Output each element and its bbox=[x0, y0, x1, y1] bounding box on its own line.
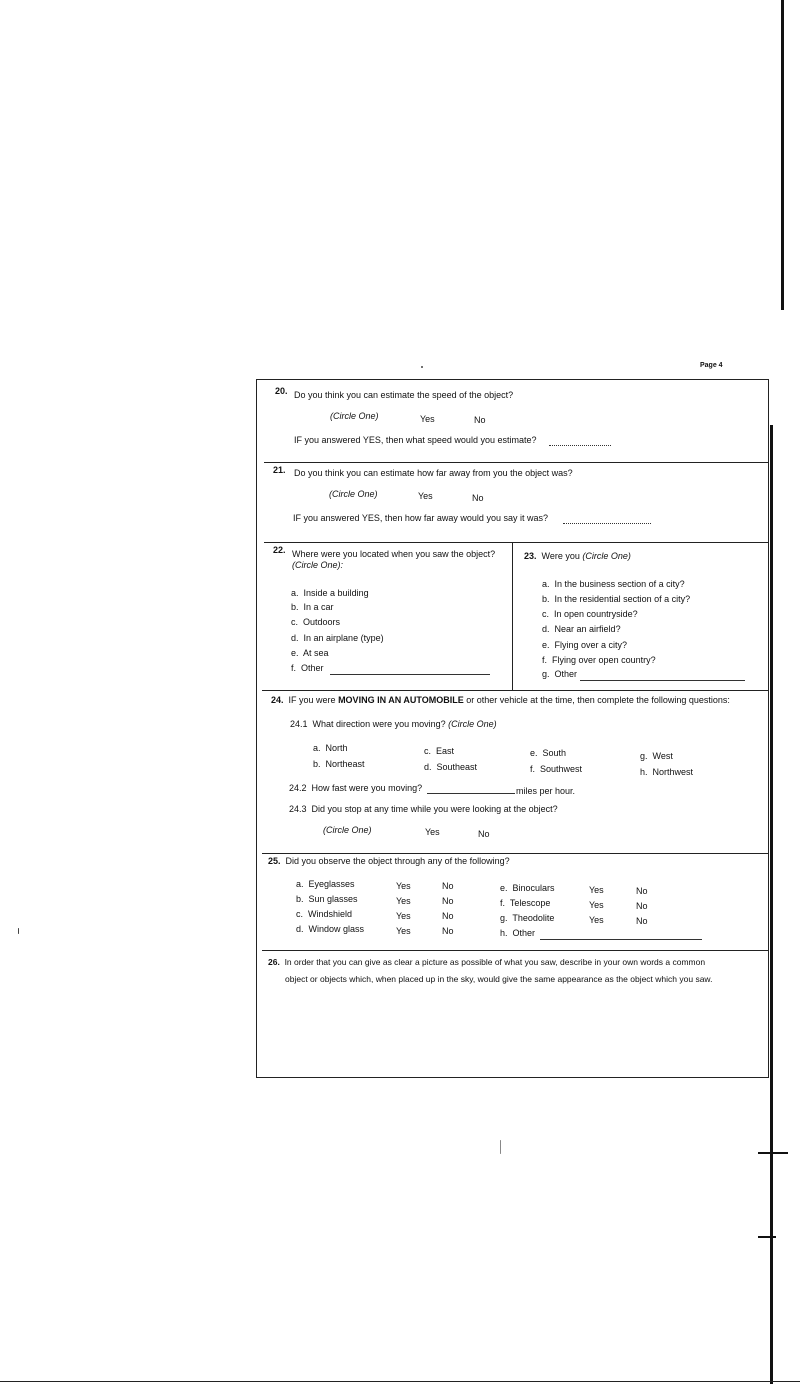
q25-item-b-no[interactable]: No bbox=[442, 896, 454, 906]
q22-option-a[interactable]: a. Inside a building bbox=[291, 588, 369, 598]
scan-speck bbox=[18, 928, 19, 934]
q25-item-a-no[interactable]: No bbox=[442, 881, 454, 891]
q20-speed-field[interactable] bbox=[549, 445, 611, 446]
q23-option-b[interactable]: b. In the residential section of a city? bbox=[542, 594, 691, 604]
q22-option-d[interactable]: d. In an airplane (type) bbox=[291, 633, 384, 643]
q21-question: Do you think you can estimate how far away from you the object was? bbox=[294, 468, 573, 478]
q21-yes-option[interactable]: Yes bbox=[418, 491, 433, 501]
section-divider bbox=[262, 950, 768, 951]
q23-circle-instruction: (Circle One) bbox=[582, 551, 631, 561]
q25-item-e-yes[interactable]: Yes bbox=[589, 885, 604, 895]
q24-2-question: 24.2 How fast were you moving? bbox=[289, 783, 423, 793]
section-divider bbox=[264, 462, 768, 463]
q24-direction-e[interactable]: e. South bbox=[530, 748, 567, 758]
scan-bottom-rule bbox=[0, 1381, 800, 1382]
q23-header bbox=[524, 551, 631, 562]
q25-item-g: g. Theodolite bbox=[500, 913, 555, 923]
q25-item-f-yes[interactable]: Yes bbox=[589, 900, 604, 910]
q25-item-g-yes[interactable]: Yes bbox=[589, 915, 604, 925]
q25-item-c: c. Windshield bbox=[296, 909, 353, 919]
q24-direction-g[interactable]: g. West bbox=[640, 751, 673, 761]
q22-question: Where were you located when you saw the object? bbox=[292, 549, 496, 559]
q25-item-g-no[interactable]: No bbox=[636, 916, 648, 926]
q24-direction-f[interactable]: f. Southwest bbox=[530, 764, 583, 774]
scan-tick-mark bbox=[758, 1236, 776, 1238]
q24-1-question: 24.1 What direction were you moving? (Circle One) bbox=[290, 719, 497, 729]
q26-number: 26. bbox=[268, 957, 280, 967]
q25-item-d-no[interactable]: No bbox=[442, 926, 454, 936]
q23-option-a[interactable]: a. In the business section of a city? bbox=[542, 579, 685, 589]
q22-option-c[interactable]: c. Outdoors bbox=[291, 617, 341, 627]
q24-direction-d[interactable]: d. Southeast bbox=[424, 762, 478, 772]
q24-3-circle-instruction: (Circle One) bbox=[323, 825, 372, 835]
q24-3-question: 24.3 Did you stop at any time while you were looking at the object? bbox=[289, 804, 558, 814]
q24-header: 24. IF you were MOVING IN AN AUTOMOBILE or other vehicle at the time, then complete the following questions: bbox=[271, 695, 730, 705]
q25-item-e: e. Binoculars bbox=[500, 883, 555, 893]
q22-option-b[interactable]: b. In a car bbox=[291, 602, 334, 612]
q25-item-a: a. Eyeglasses bbox=[296, 879, 355, 889]
q24-speed-field[interactable] bbox=[427, 793, 515, 794]
q24-3-yes-option[interactable]: Yes bbox=[425, 827, 440, 837]
q22-other-field[interactable] bbox=[330, 674, 490, 675]
scan-edge-bar-top bbox=[781, 0, 784, 310]
q26-line-2: object or objects which, when placed up in the sky, would give the same appearance as the object which you saw. bbox=[285, 974, 713, 984]
section-divider bbox=[264, 542, 768, 543]
q21-number: 21. bbox=[273, 465, 286, 475]
q25-item-b: b. Sun glasses bbox=[296, 894, 358, 904]
q25-item-c-no[interactable]: No bbox=[442, 911, 454, 921]
q21-distance-field[interactable] bbox=[563, 523, 651, 524]
q25-header: 25. Did you observe the object through any of the following? bbox=[268, 856, 510, 866]
scan-tick-mark bbox=[758, 1152, 788, 1154]
q23-option-f[interactable]: f. Flying over open country? bbox=[542, 655, 656, 665]
q23-option-g[interactable]: g. Other bbox=[542, 669, 578, 679]
q25-item-h: h. Other bbox=[500, 928, 536, 938]
q21-no-option[interactable]: No bbox=[472, 493, 484, 503]
q23-other-field[interactable] bbox=[580, 680, 745, 681]
q25-number: 25. bbox=[268, 856, 281, 866]
q26-answer-area[interactable] bbox=[262, 992, 762, 1072]
scan-edge-bar-bottom bbox=[770, 425, 773, 1384]
q25-item-d: d. Window glass bbox=[296, 924, 365, 934]
q20-number: 20. bbox=[275, 386, 288, 396]
column-divider bbox=[512, 542, 513, 690]
q25-item-f-no[interactable]: No bbox=[636, 901, 648, 911]
section-divider bbox=[262, 853, 768, 854]
q25-item-d-yes[interactable]: Yes bbox=[396, 926, 411, 936]
scan-speck bbox=[421, 366, 423, 368]
q20-no-option[interactable]: No bbox=[474, 415, 486, 425]
q22-option-e[interactable]: e. At sea bbox=[291, 648, 329, 658]
q23-option-d[interactable]: d. Near an airfield? bbox=[542, 624, 621, 634]
q21-followup: IF you answered YES, then how far away would you say it was? bbox=[293, 513, 548, 523]
q23-option-e[interactable]: e. Flying over a city? bbox=[542, 640, 628, 650]
q24-3-no-option[interactable]: No bbox=[478, 829, 490, 839]
q25-item-a-yes[interactable]: Yes bbox=[396, 881, 411, 891]
q25-item-e-no[interactable]: No bbox=[636, 886, 648, 896]
q25-item-b-yes[interactable]: Yes bbox=[396, 896, 411, 906]
q24-number: 24. bbox=[271, 695, 284, 705]
scan-speck bbox=[500, 1140, 501, 1154]
section-divider bbox=[262, 690, 768, 691]
q26-line-1: 26. In order that you can give as clear a picture as possible of what you saw, describe in your own words a common bbox=[268, 957, 706, 967]
q25-other-field[interactable] bbox=[540, 939, 702, 940]
q24-direction-c[interactable]: c. East bbox=[424, 746, 455, 756]
q20-circle-instruction: (Circle One) bbox=[330, 411, 379, 421]
q22-number: 22. bbox=[273, 545, 286, 555]
q24-direction-b[interactable]: b. Northeast bbox=[313, 759, 365, 769]
q24-direction-a[interactable]: a. North bbox=[313, 743, 348, 753]
q22-circle-instruction: (Circle One): bbox=[292, 560, 344, 570]
q22-option-f[interactable]: f. Other bbox=[291, 663, 324, 673]
q23-number: 23. bbox=[524, 551, 537, 561]
q21-circle-instruction: (Circle One) bbox=[329, 489, 378, 499]
q25-item-f: f. Telescope bbox=[500, 898, 551, 908]
q20-yes-option[interactable]: Yes bbox=[420, 414, 435, 424]
q24-speed-unit: miles per hour. bbox=[516, 786, 576, 796]
page-number: Page 4 bbox=[700, 362, 723, 369]
q25-item-c-yes[interactable]: Yes bbox=[396, 911, 411, 921]
q20-question: Do you think you can estimate the speed of the object? bbox=[294, 390, 514, 400]
q23-question: Were you bbox=[541, 551, 580, 561]
q23-option-c[interactable]: c. In open countryside? bbox=[542, 609, 638, 619]
q20-followup: IF you answered YES, then what speed would you estimate? bbox=[294, 435, 537, 445]
q24-direction-h[interactable]: h. Northwest bbox=[640, 767, 694, 777]
